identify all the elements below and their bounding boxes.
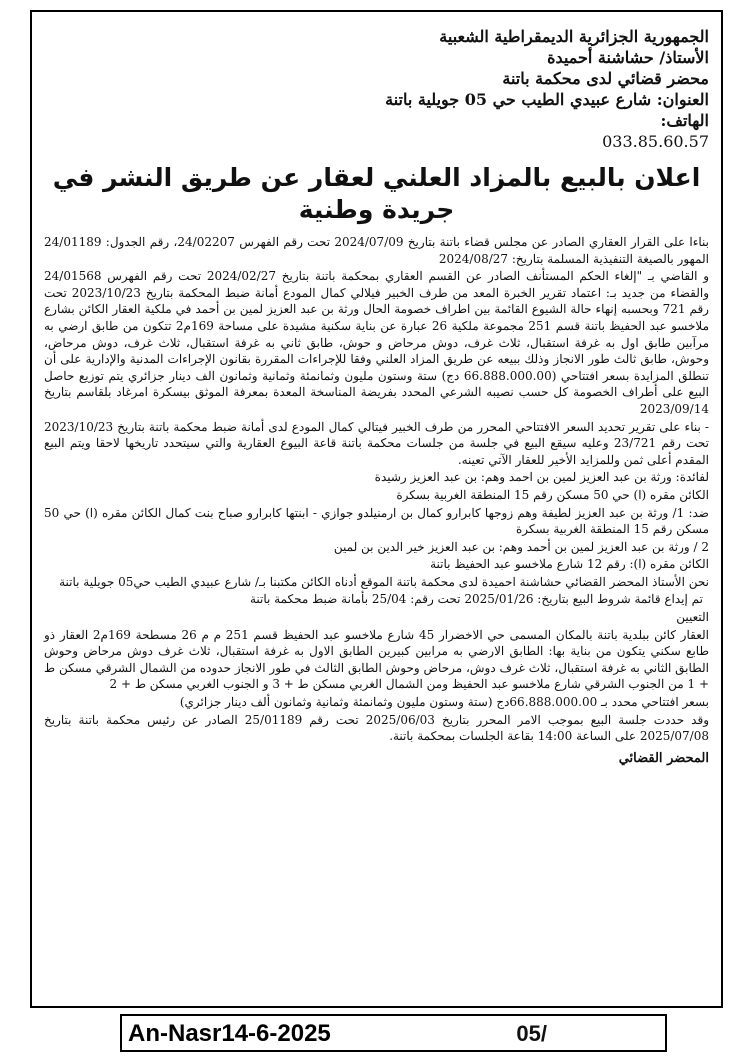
header-phone-line <box>44 110 709 152</box>
paragraph-expert-report: - بناء على تقرير تحديد السعر الافتتاحي المحرر من طرف الخبير فيتالي كمال المودع لدى أمانة ضبط محكمة باتنة بتاريخ 2023/10/23 تحت رقم 23/721 وعليه سيقع البيع في جلسة من جلسات محكمة باتنة قاعة البيوع العقارية والتي سيتحدد تاريخها لاحقا ويتم البيع المقدم أعلى ثمن وللمزايد الأخير للعقار الآتي تعينه. <box>44 419 710 467</box>
paragraph-property-description: العقار كائن ببلدية باتنة بالمكان المسمى حي الاخضرار 45 شارع ملاخسو عبد الحفيظ قسم 251 م م 26 مسطحة 169م2 العقار ذو طابع سكني يتكون من بناية بها: الطابق الارضي به مرابين كبيرين الطابق الاول به غرفة استقبال، ثلاث غرف دوش مرحاض وحوش الطابق الثاني به غرفة استقبال، ثلاث غرف دوش، مرحاض وحوش الطابق الثالث في طور الانجاز حدوده من الشمال الشرقي مسكن ط + 1 من الجنوب الشرقي شارع ملاخسو عبد الحفيظ ومن الشمال الغربي مسكن ط + 3 و الجنوب الغربي مسكن ط + 2 <box>44 627 709 692</box>
phone-label: الهاتف: <box>660 111 709 130</box>
paragraph-decision: بناءا على القرار العقاري الصادر عن مجلس قضاء باتنة بتاريخ 2024/07/09 تحت رقم الفهرس 24/02207، رقم الجدول: 24/01189 المهور بالصيغة التنفيذية المسلمة بتاريخ: 2024/08/27 <box>44 235 709 266</box>
footer-source: An-Nasr14-6-2025 <box>128 1020 331 1047</box>
header-bailiff-name: الأستاذ/ حشاشنة أحميدة <box>547 48 709 67</box>
paragraph-bailiff: نحن الأستاذ المحضر القضائي حشاشنة احميدة لدى محكمة باتنة الموقع أدناه الكائن مكتبنا بـ/ شارع عبيدي الطيب حي05 جويلية باتنة <box>59 574 709 589</box>
paragraph-deposit: تم إيداع قائمة شروط البيع بتاريخ: 2025/01/26 تحت رقم: 25/04 بأمانة ضبط محكمة باتنة <box>249 592 703 607</box>
paragraph-beneficiary: لفائدة: ورثة بن عبد العزيز لمين بن احمد وهم: بن عبد العزيز رشيدة <box>374 470 709 485</box>
phone-number: 033.85.60.57 <box>602 132 709 151</box>
header-address: العنوان: شارع عبيدي الطيب حي 05 جويلية باتنة <box>385 90 709 109</box>
paragraph-defendant-2: 2 / ورثة بن عبد العزيز لمين بن أحمد وهم: بن عبد العزيز خير الدين بن لمين <box>333 539 709 554</box>
paragraph-opening-price: بسعر افتتاحي محدد بـ 66.888.000.00دج (ستة وستون مليون وثمانمئة وثمانية وثمانون ألف دينار جزائري) <box>179 695 709 710</box>
notice-body <box>44 234 709 745</box>
notice-title: اعلان بالبيع بالمزاد العلني لعقار عن طريق النشر في جريدة وطنية <box>52 163 701 224</box>
paragraph-defendant-1: ضد: 1/ ورثة بن عبد العزيز لطيفة وهم زوجها كابرارو كمال بن ارمنيلدو جوازي - ابنتها كابرارو صباح بنت كمال الكائن مقره (ا) حي 50 مسكن رقم 15 المنطقة الغربية بسكرة <box>44 505 709 537</box>
paragraph-ruling: و القاضي بـ "إلغاء الحكم المستأنف الصادر عن القسم العقاري بمحكمة باتنة بتاريخ 2024/02/27 تحت رقم الفهرس 24/01568 والقضاء من جديد بـ: اعتماد تقرير الخبرة المعد من طرف الخبير فيلالي كمال المودع أمانة ضبط المحكمة بتاريخ 2023/10/23 تحت رقم 721 وبحسبه إنهاء حالة الشيوع القائمة بين اطراف خصومة الحال ورثة بن عبد العزيز لمين بن أحمد في ملكية العقار الكائن بشارع ملاخسو عبد الحفيظ باتنة قسم 251 مجموعة ملكية 26 عبارة عن بناية سكنية مشيدة على مساحة 169م2 تتكون من طابق ارضي به مرآبين طابق اول به غرفة استقبال، ثلاث غرف، دوش مرحاض و حوش، طابق ثاني به غرفة استقبال، ثلاث غرف، دوش مرحاض، وحوش، طابق ثالث طور الانجاز وذلك ببيعه عن طريق المزاد العلني وفقا للإجراءات المقررة بقانون الإجراءات المدنية والإدارية على أن تنطلق المزايدة بسعر افتتاحي (66.888.000.00 دج) ستة وستون مليون وثمانمئة وثمانية وثمانون الف دينار جزائري يتم توزيع حاصل البيع على أطراف الخصومة كل حسب نصيبه الشرعي المحدد بفريضة المناسخة المعدة بمعرفة الموثق بيسكرة امرغاد بلقاسم بتاريخ 2023/09/14 <box>44 269 710 416</box>
paragraph-beneficiary-address: الكائن مقره (ا) حي 50 مسكن رقم 15 المنطقة الغربية بسكرة <box>396 487 709 502</box>
paragraph-sale-session: وقد حددت جلسة البيع بموجب الامر المحرر بتاريخ 2025/06/03 تحت رقم 25/01189 الصادر عن رئيس محكمة باتنة بتاريخ 2025/07/08 على الساعة 14:00 بقاعة الجلسات بمحكمة باتنة. <box>44 712 709 744</box>
footer-page-number: 05/ <box>516 1021 547 1046</box>
paragraph-designation-heading: التعيين <box>676 610 709 625</box>
signature: المحضر القضائي <box>618 750 709 766</box>
notice-content <box>44 26 709 998</box>
header-country: الجمهورية الجزائرية الديمقراطية الشعبية <box>439 27 709 46</box>
header-office: محضر قضائي لدى محكمة باتنة <box>502 69 709 88</box>
footer-box <box>120 1014 667 1052</box>
notice-frame <box>30 10 723 1008</box>
paragraph-defendant-2-address: الكائن مقره (ا): رقم 12 شارع ملاخسو عبد الحفيظ باتنة <box>430 557 709 572</box>
